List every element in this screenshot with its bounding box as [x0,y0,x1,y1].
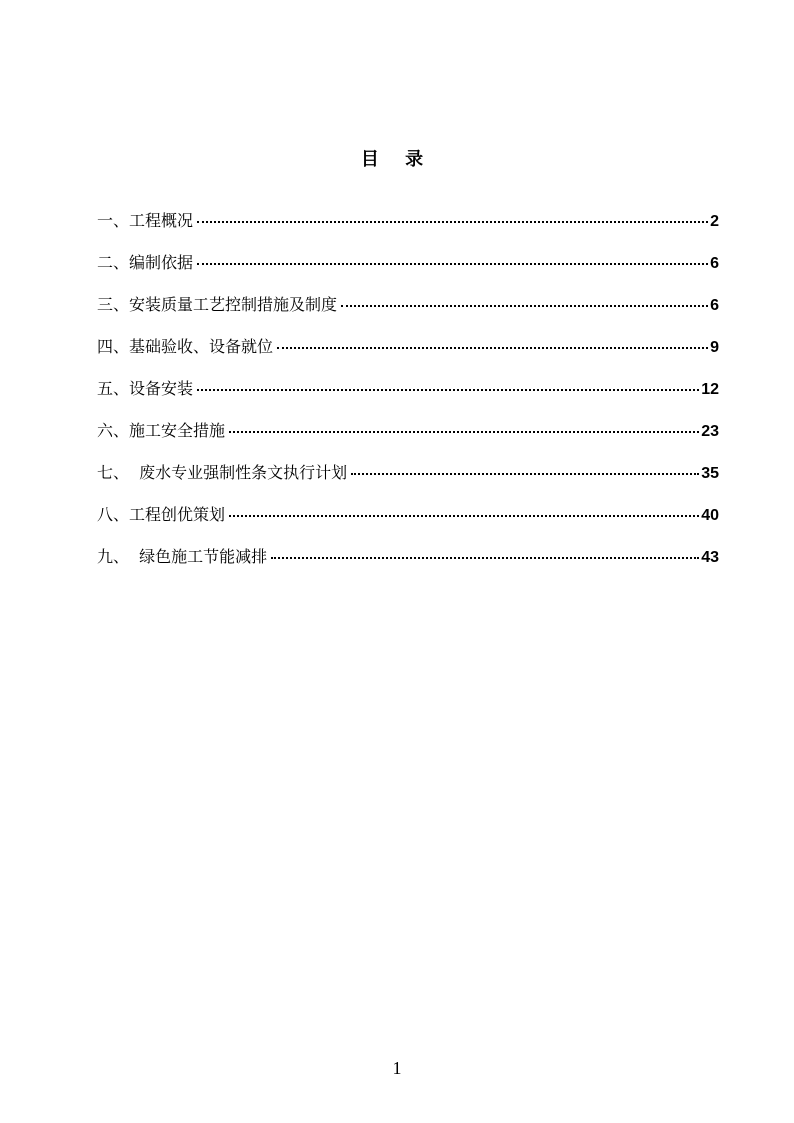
toc-entry-label: 五、设备安装 [97,379,194,398]
toc-entry-page: 35 [701,465,719,482]
toc-entry-7[interactable] [97,460,719,502]
toc-title: 目 录 [360,149,434,170]
toc-entry-9[interactable] [97,544,719,586]
toc-entry-page: 40 [701,507,719,524]
toc-dot-leader [341,301,708,307]
toc-entry-page: 6 [710,255,719,272]
toc-dot-leader [351,469,699,475]
toc-entry-label: 八、工程创优策划 [97,505,226,524]
toc-entry-page: 43 [701,549,719,566]
toc-entry-label: 九、 绿色施工节能减排 [97,547,268,566]
page-number: 1 [392,1058,402,1078]
toc-entry-label: 三、安装质量工艺控制措施及制度 [97,295,338,314]
toc-entry-5[interactable] [97,376,719,418]
toc-entry-page: 9 [710,339,719,356]
toc-entry-label: 六、施工安全措施 [97,421,226,440]
toc-entry-1[interactable] [97,208,719,250]
toc-dot-leader [197,217,708,223]
toc-entry-label: 一、工程概况 [97,211,194,230]
toc-entry-page: 2 [710,213,719,230]
toc-entry-3[interactable] [97,292,719,334]
toc-dot-leader [197,385,699,391]
toc-entry-label: 四、基础验收、设备就位 [97,337,274,356]
toc-entry-8[interactable] [97,502,719,544]
toc-entry-label: 二、编制依据 [97,253,194,272]
toc-entry-page: 23 [701,423,719,440]
toc-entry-6[interactable] [97,418,719,460]
toc-entry-2[interactable] [97,250,719,292]
toc-entry-label: 七、 废水专业强制性条文执行计划 [97,463,348,482]
toc-dot-leader [197,259,708,265]
toc-dot-leader [229,427,699,433]
toc-entry-page: 6 [710,297,719,314]
toc-dot-leader [271,553,699,559]
toc-list [97,208,719,586]
toc-dot-leader [229,511,699,517]
toc-entry-4[interactable] [97,334,719,376]
toc-dot-leader [277,343,708,349]
toc-entry-page: 12 [701,381,719,398]
